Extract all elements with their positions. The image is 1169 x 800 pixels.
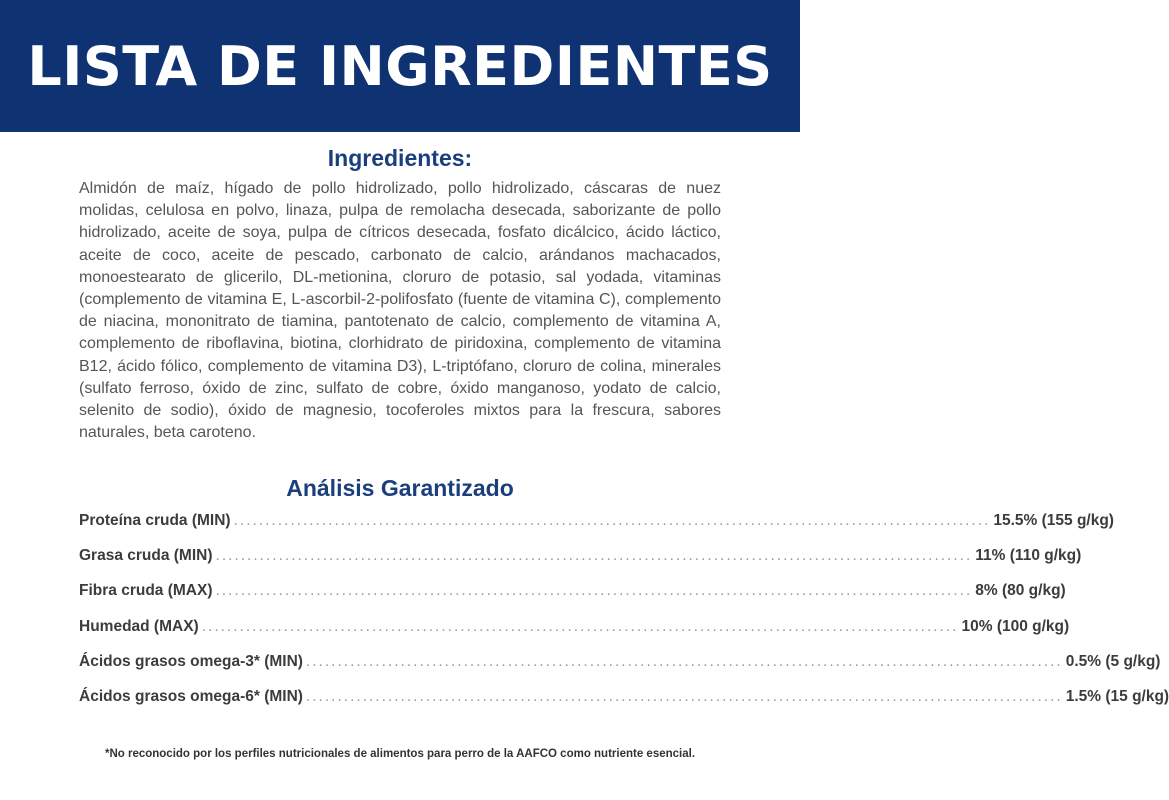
dot-leader: ........................................................................................................................	[215, 547, 973, 565]
footnote: *No reconocido por los perfiles nutricionales de alimentos para perro de la AAFCO como nutriente esencial.	[104, 748, 696, 760]
row-label: Ácidos grasos omega-6* (MIN)	[79, 687, 303, 705]
row-value: 8% (80 g/kg)	[975, 582, 1066, 600]
dot-leader: ........................................................................................................................	[305, 687, 1063, 705]
analysis-row-moisture	[79, 617, 1070, 653]
ingredients-title: Ingredientes:	[327, 145, 473, 171]
analysis-row-protein	[79, 512, 1114, 547]
row-value: 1.5% (15 g/kg)	[1065, 687, 1169, 705]
row-label: Humedad (MAX)	[79, 617, 199, 635]
analysis-row-omega3	[79, 652, 1161, 688]
analysis-title: Análisis Garantizado	[286, 475, 514, 501]
row-value: 0.5% (5 g/kg)	[1065, 652, 1161, 670]
row-value: 15.5% (155 g/kg)	[993, 512, 1114, 529]
page-title: LISTA DE INGREDIENTES	[27, 34, 773, 98]
ingredients-text: Almidón de maíz, hígado de pollo hidrolizado, pollo hidrolizado, cáscaras de nuez molidas, celulosa en polvo, linaza, pulpa de remolacha desecada, saborizante de pollo hidrolizado, aceite de soya, pulpa de cítricos desecada, fosfato dicálcico, ácido láctico, aceite de coco, aceite de pescado, carbonato de calcio, arándanos machacados, monoestearato de glicerilo, DL-metionina, cloruro de potasio, sal yodada, vitaminas (complemento de vitamina E, L-ascorbil-2-polifosfato (fuente de vitamina C), complemento de niacina, mononitrato de tiamina, pantotenato de calcio, complemento de vitamina A, complemento de riboflavina, biotina, clorhidrato de piridoxina, complemento de vitamina B12, ácido fólico, complemento de vitamina D3), L-triptófano, cloruro de colina, minerales (sulfato ferroso, óxido de zinc, sulfato de cobre, óxido manganoso, yodato de calcio, selenito de sodio), óxido de magnesio, tocoferoles mixtos para la frescura, sabores naturales, beta caroteno.	[79, 180, 721, 442]
dot-leader: ........................................................................................................................	[233, 512, 991, 529]
header-banner	[0, 0, 800, 132]
row-label: Proteína cruda (MIN)	[79, 512, 231, 529]
dot-leader: ........................................................................................................................	[215, 582, 973, 600]
row-label: Grasa cruda (MIN)	[79, 547, 213, 565]
analysis-table	[79, 512, 1169, 723]
row-label: Ácidos grasos omega-3* (MIN)	[79, 652, 303, 670]
dot-leader: ........................................................................................................................	[305, 652, 1063, 670]
row-value: 11% (110 g/kg)	[975, 547, 1082, 565]
row-label: Fibra cruda (MAX)	[79, 582, 213, 600]
row-value: 10% (100 g/kg)	[961, 617, 1070, 635]
analysis-row-omega6	[79, 687, 1169, 723]
dot-leader: ........................................................................................................................	[201, 617, 959, 635]
analysis-row-fat	[79, 547, 1082, 582]
analysis-row-fiber	[79, 582, 1066, 617]
